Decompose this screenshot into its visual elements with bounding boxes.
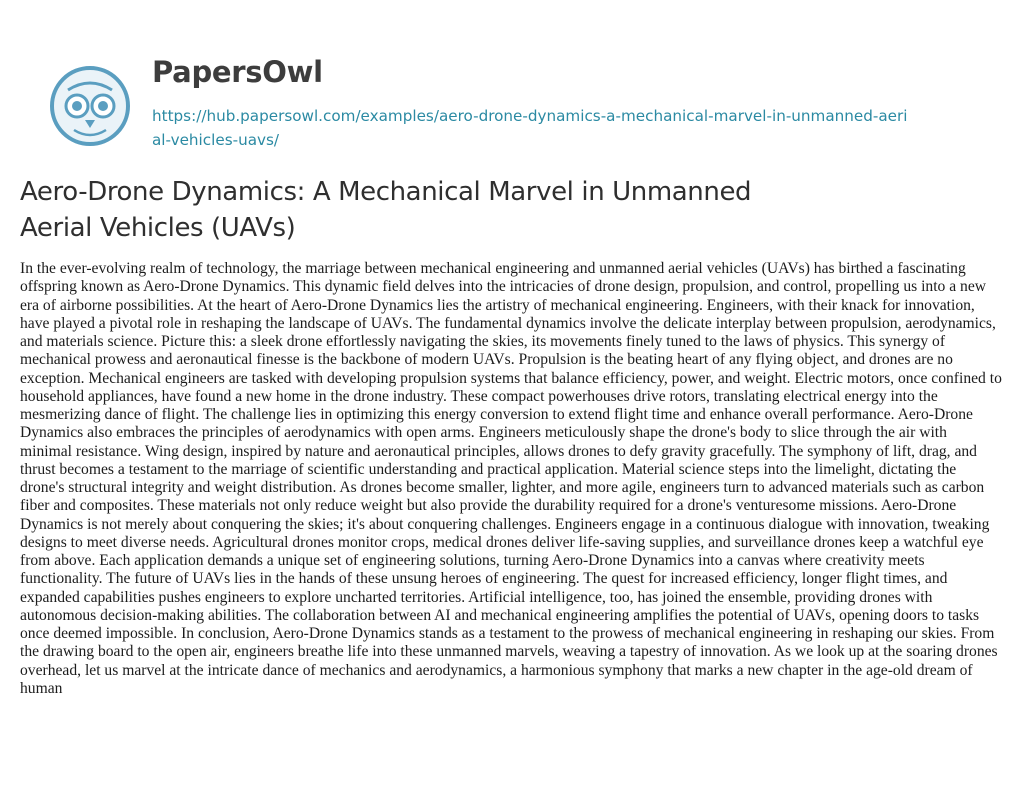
brand-name: PapersOwl bbox=[152, 55, 323, 89]
article-title: Aero-Drone Dynamics: A Mechanical Marvel in Unmanned Aerial Vehicles (UAVs) bbox=[20, 177, 752, 243]
owl-logo-icon bbox=[44, 62, 136, 148]
source-url-link[interactable]: https://hub.papersowl.com/examples/aero-drone-dynamics-a-mechanical-marvel-in-unmanned-aerial-vehicles-uavs/ bbox=[152, 107, 908, 149]
article-body: In the ever-evolving realm of technology, the marriage between mechanical engineering and unmanned aerial vehicles (UAVs) has birthed a fascinating offspring known as Aero-Drone Dynamics. This dynamic field delves into the intricacies of drone design, propulsion, and control, propelling us into a new era of airborne possibilities. At the heart of Aero-Drone Dynamics lies the artistry of mechanical engineering. Engineers, with their knack for innovation, have played a pivotal role in reshaping the landscape of UAVs. The fundamental dynamics involve the delicate interplay between propulsion, aerodynamics, and materials science. Picture this: a sleek drone effortlessly navigating the skies, its movements finely tuned to the laws of physics. This synergy of mechanical prowess and aeronautical finesse is the backbone of modern UAVs. Propulsion is the beating heart of any flying object, and drones are no exception. Mechanical engineers are tasked with developing propulsion systems that balance efficiency, power, and weight. Electric motors, once confined to household appliances, have found a new home in the drone industry. These compact powerhouses drive rotors, translating electrical energy into the mesmerizing dance of flight. The challenge lies in optimizing this energy conversion to extend flight time and enhance overall performance. Aero-Drone Dynamics also embraces the principles of aerodynamics with open arms. Engineers meticulously shape the drone's body to slice through the air with minimal resistance. Wing design, inspired by nature and aeronautical principles, allows drones to defy gravity gracefully. The symphony of lift, drag, and thrust becomes a testament to the marriage of scientific understanding and practical application. Material science steps into the limelight, dictating the drone's structural integrity and weight distribution. As drones become smaller, lighter, and more agile, engineers turn to advanced materials such as carbon fiber and composites. These materials not only reduce weight but also provide the durability required for a drone's venturesome missions. Aero-Drone Dynamics is not merely about conquering the skies; it's about conquering challenges. Engineers engage in a continuous dialogue with innovation, tweaking designs to meet diverse needs. Agricultural drones monitor crops, medical drones deliver life-saving supplies, and surveillance drones keep a watchful eye from above. Each application demands a unique set of engineering solutions, turning Aero-Drone Dynamics into a canvas where creativity meets functionality. The future of UAVs lies in the hands of these unsung heroes of engineering. The quest for increased efficiency, longer flight times, and expanded capabilities pushes engineers to explore uncharted territories. Artificial intelligence, too, has joined the ensemble, providing drones with autonomous decision-making abilities. The collaboration between AI and mechanical engineering amplifies the potential of UAVs, opening doors to tasks once deemed impossible. In conclusion, Aero-Drone Dynamics stands as a testament to the prowess of mechanical engineering in reshaping our skies. From the drawing board to the open air, engineers breathe life into these unmanned marvels, weaving a tapestry of innovation. As we look up at the soaring drones overhead, let us marvel at the intricate dance of mechanics and aerodynamics, a harmonious symphony that marks a new chapter in the age-old dream of human bbox=[20, 260, 1002, 697]
owl-logo-svg bbox=[44, 62, 136, 148]
